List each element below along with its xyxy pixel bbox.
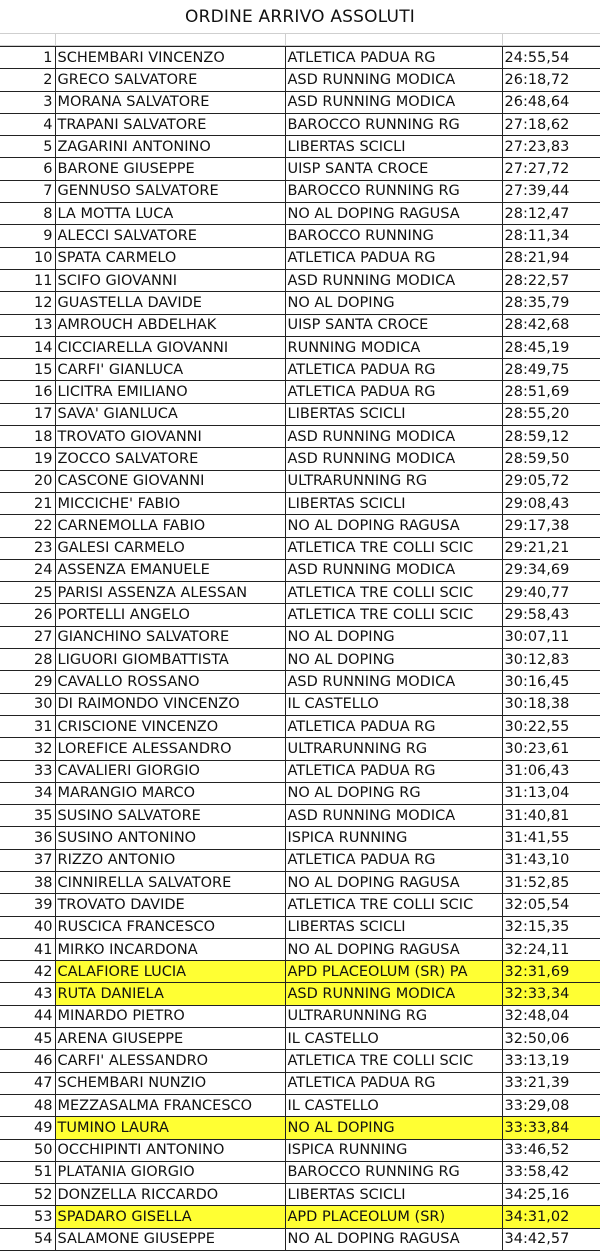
finish-time-cell: 29:17,38 [502,515,600,537]
table-row [0,359,600,381]
athlete-name-cell: LIGUORI GIOMBATTISTA [55,649,285,671]
team-cell: UISP SANTA CROCE [285,158,502,180]
table-row [0,626,600,648]
table-row [0,426,600,448]
finish-time-cell: 32:05,54 [502,894,600,916]
table-row [0,537,600,559]
team-cell: ASD RUNNING MODICA [285,69,502,91]
finish-time-cell: 33:46,52 [502,1139,600,1161]
position-cell: 26 [0,604,55,626]
position-cell: 12 [0,292,55,314]
position-cell: 43 [0,983,55,1005]
team-cell: ASD RUNNING MODICA [285,983,502,1005]
position-cell: 35 [0,805,55,827]
athlete-name-cell: SCHEMBARI VINCENZO [55,47,285,69]
team-cell: ATLETICA PADUA RG [285,47,502,69]
table-row [0,1206,600,1228]
position-cell: 3 [0,91,55,113]
athlete-name-cell: CALAFIORE LUCIA [55,961,285,983]
position-cell: 27 [0,626,55,648]
table-row [0,203,600,225]
table-row [0,1184,600,1206]
athlete-name-cell: CAVALLO ROSSANO [55,671,285,693]
team-cell: ASD RUNNING MODICA [285,448,502,470]
finish-time-cell: 28:45,19 [502,336,600,358]
finish-time-cell: 29:08,43 [502,492,600,514]
table-row [0,1094,600,1116]
table-row [0,693,600,715]
finish-time-cell: 28:22,57 [502,269,600,291]
finish-time-cell: 28:21,94 [502,247,600,269]
athlete-name-cell: TROVATO GIOVANNI [55,426,285,448]
position-cell: 22 [0,515,55,537]
finish-time-cell: 28:42,68 [502,314,600,336]
team-cell: ATLETICA TRE COLLI SCIC [285,1050,502,1072]
finish-time-cell: 32:50,06 [502,1028,600,1050]
position-cell: 18 [0,426,55,448]
results-table [0,46,600,1251]
finish-time-cell: 27:27,72 [502,158,600,180]
position-cell: 36 [0,827,55,849]
position-cell: 19 [0,448,55,470]
team-cell: ULTRARUNNING RG [285,470,502,492]
athlete-name-cell: ALECCI SALVATORE [55,225,285,247]
athlete-name-cell: MORANA SALVATORE [55,91,285,113]
finish-time-cell: 29:05,72 [502,470,600,492]
athlete-name-cell: SPATA CARMELO [55,247,285,269]
team-cell: NO AL DOPING [285,292,502,314]
athlete-name-cell: CICCIARELLA GIOVANNI [55,336,285,358]
team-cell: ULTRARUNNING RG [285,738,502,760]
athlete-name-cell: GALESI CARMELO [55,537,285,559]
finish-time-cell: 28:59,50 [502,448,600,470]
table-row [0,91,600,113]
position-cell: 32 [0,738,55,760]
position-cell: 52 [0,1184,55,1206]
team-cell: ATLETICA PADUA RG [285,381,502,403]
position-cell: 31 [0,715,55,737]
team-cell: ATLETICA PADUA RG [285,1072,502,1094]
position-cell: 30 [0,693,55,715]
table-row [0,760,600,782]
team-cell: LIBERTAS SCICLI [285,136,502,158]
table-row [0,158,600,180]
team-cell: ULTRARUNNING RG [285,1005,502,1027]
position-cell: 37 [0,849,55,871]
finish-time-cell: 27:39,44 [502,180,600,202]
finish-time-cell: 31:13,04 [502,782,600,804]
finish-time-cell: 31:41,55 [502,827,600,849]
table-row [0,938,600,960]
table-row [0,849,600,871]
finish-time-cell: 28:35,79 [502,292,600,314]
position-cell: 25 [0,582,55,604]
position-cell: 34 [0,782,55,804]
position-cell: 9 [0,225,55,247]
table-row [0,582,600,604]
position-cell: 6 [0,158,55,180]
athlete-name-cell: ZOCCO SALVATORE [55,448,285,470]
team-cell: ATLETICA PADUA RG [285,849,502,871]
table-row [0,983,600,1005]
table-row [0,805,600,827]
team-cell: LIBERTAS SCICLI [285,916,502,938]
finish-time-cell: 33:58,42 [502,1161,600,1183]
finish-time-cell: 26:18,72 [502,69,600,91]
table-row [0,715,600,737]
table-row [0,69,600,91]
team-cell: ATLETICA PADUA RG [285,760,502,782]
team-cell: ISPICA RUNNING [285,1139,502,1161]
finish-time-cell: 29:58,43 [502,604,600,626]
athlete-name-cell: PARISI ASSENZA ALESSAN [55,582,285,604]
table-row [0,604,600,626]
position-cell: 49 [0,1117,55,1139]
finish-time-cell: 29:34,69 [502,559,600,581]
position-cell: 33 [0,760,55,782]
team-cell: ATLETICA PADUA RG [285,715,502,737]
table-row [0,1161,600,1183]
table-row [0,470,600,492]
position-cell: 48 [0,1094,55,1116]
athlete-name-cell: TROVATO DAVIDE [55,894,285,916]
table-row [0,492,600,514]
position-cell: 8 [0,203,55,225]
finish-time-cell: 30:23,61 [502,738,600,760]
position-cell: 11 [0,269,55,291]
table-row [0,1228,600,1250]
athlete-name-cell: DI RAIMONDO VINCENZO [55,693,285,715]
athlete-name-cell: MINARDO PIETRO [55,1005,285,1027]
table-row [0,894,600,916]
position-cell: 1 [0,47,55,69]
finish-time-cell: 34:25,16 [502,1184,600,1206]
team-cell: ATLETICA TRE COLLI SCIC [285,894,502,916]
table-row [0,738,600,760]
athlete-name-cell: CINNIRELLA SALVATORE [55,871,285,893]
athlete-name-cell: GIANCHINO SALVATORE [55,626,285,648]
team-cell: IL CASTELLO [285,1094,502,1116]
athlete-name-cell: OCCHIPINTI ANTONINO [55,1139,285,1161]
finish-time-cell: 32:31,69 [502,961,600,983]
team-cell: NO AL DOPING RG [285,782,502,804]
position-cell: 44 [0,1005,55,1027]
table-row [0,403,600,425]
finish-time-cell: 28:51,69 [502,381,600,403]
finish-time-cell: 30:22,55 [502,715,600,737]
table-row [0,916,600,938]
table-row [0,225,600,247]
team-cell: BAROCCO RUNNING RG [285,113,502,135]
finish-time-cell: 24:55,54 [502,47,600,69]
team-cell: ATLETICA TRE COLLI SCIC [285,604,502,626]
athlete-name-cell: LA MOTTA LUCA [55,203,285,225]
athlete-name-cell: MEZZASALMA FRANCESCO [55,1094,285,1116]
position-cell: 5 [0,136,55,158]
table-row [0,1005,600,1027]
position-cell: 16 [0,381,55,403]
team-cell: NO AL DOPING RAGUSA [285,203,502,225]
position-cell: 21 [0,492,55,514]
finish-time-cell: 34:42,57 [502,1228,600,1250]
finish-time-cell: 28:49,75 [502,359,600,381]
finish-time-cell: 28:55,20 [502,403,600,425]
finish-time-cell: 30:18,38 [502,693,600,715]
finish-time-cell: 32:15,35 [502,916,600,938]
position-cell: 40 [0,916,55,938]
team-cell: BAROCCO RUNNING RG [285,180,502,202]
page-title: ORDINE ARRIVO ASSOLUTI [185,7,415,27]
athlete-name-cell: CARNEMOLLA FABIO [55,515,285,537]
team-cell: BAROCCO RUNNING RG [285,1161,502,1183]
athlete-name-cell: RUTA DANIELA [55,983,285,1005]
athlete-name-cell: TRAPANI SALVATORE [55,113,285,135]
finish-time-cell: 33:21,39 [502,1072,600,1094]
position-cell: 2 [0,69,55,91]
team-cell: ASD RUNNING MODICA [285,671,502,693]
table-row [0,649,600,671]
athlete-name-cell: SCHEMBARI NUNZIO [55,1072,285,1094]
table-row [0,314,600,336]
position-cell: 47 [0,1072,55,1094]
position-cell: 42 [0,961,55,983]
position-cell: 4 [0,113,55,135]
team-cell: ASD RUNNING MODICA [285,91,502,113]
athlete-name-cell: CRISCIONE VINCENZO [55,715,285,737]
finish-time-cell: 30:07,11 [502,626,600,648]
finish-time-cell: 32:33,34 [502,983,600,1005]
position-cell: 14 [0,336,55,358]
finish-time-cell: 31:40,81 [502,805,600,827]
position-cell: 29 [0,671,55,693]
finish-time-cell: 29:21,21 [502,537,600,559]
position-cell: 41 [0,938,55,960]
athlete-name-cell: GRECO SALVATORE [55,69,285,91]
table-row [0,1139,600,1161]
table-row [0,136,600,158]
finish-time-cell: 27:23,83 [502,136,600,158]
table-row [0,1072,600,1094]
athlete-name-cell: ASSENZA EMANUELE [55,559,285,581]
position-cell: 53 [0,1206,55,1228]
athlete-name-cell: PLATANIA GIORGIO [55,1161,285,1183]
athlete-name-cell: CASCONE GIOVANNI [55,470,285,492]
table-row [0,113,600,135]
team-cell: ISPICA RUNNING [285,827,502,849]
finish-time-cell: 28:59,12 [502,426,600,448]
team-cell: ATLETICA PADUA RG [285,247,502,269]
table-row [0,47,600,69]
table-row [0,1117,600,1139]
table-row [0,247,600,269]
table-row [0,269,600,291]
athlete-name-cell: CAVALIERI GIORGIO [55,760,285,782]
table-row [0,871,600,893]
table-row [0,1050,600,1072]
table-row [0,1028,600,1050]
team-cell: NO AL DOPING [285,1117,502,1139]
team-cell: RUNNING MODICA [285,336,502,358]
finish-time-cell: 31:52,85 [502,871,600,893]
position-cell: 38 [0,871,55,893]
position-cell: 28 [0,649,55,671]
team-cell: NO AL DOPING [285,649,502,671]
athlete-name-cell: ARENA GIUSEPPE [55,1028,285,1050]
athlete-name-cell: RUSCICA FRANCESCO [55,916,285,938]
team-cell: APD PLACEOLUM (SR) PA [285,961,502,983]
team-cell: LIBERTAS SCICLI [285,1184,502,1206]
athlete-name-cell: SUSINO ANTONINO [55,827,285,849]
finish-time-cell: 30:12,83 [502,649,600,671]
results-table-body [0,47,600,1251]
team-cell: ATLETICA PADUA RG [285,359,502,381]
table-row [0,559,600,581]
finish-time-cell: 33:33,84 [502,1117,600,1139]
position-cell: 45 [0,1028,55,1050]
athlete-name-cell: SPADARO GISELLA [55,1206,285,1228]
team-cell: IL CASTELLO [285,1028,502,1050]
athlete-name-cell: MICCICHE' FABIO [55,492,285,514]
finish-time-cell: 33:13,19 [502,1050,600,1072]
athlete-name-cell: SCIFO GIOVANNI [55,269,285,291]
athlete-name-cell: MIRKO INCARDONA [55,938,285,960]
table-row [0,515,600,537]
finish-time-cell: 31:43,10 [502,849,600,871]
team-cell: ASD RUNNING MODICA [285,805,502,827]
finish-time-cell: 31:06,43 [502,760,600,782]
team-cell: NO AL DOPING RAGUSA [285,1228,502,1250]
team-cell: ATLETICA TRE COLLI SCIC [285,537,502,559]
table-row [0,448,600,470]
team-cell: ASD RUNNING MODICA [285,269,502,291]
team-cell: IL CASTELLO [285,693,502,715]
team-cell: NO AL DOPING RAGUSA [285,871,502,893]
table-row [0,381,600,403]
athlete-name-cell: AMROUCH ABDELHAK [55,314,285,336]
position-cell: 15 [0,359,55,381]
athlete-name-cell: SALAMONE GIUSEPPE [55,1228,285,1250]
team-cell: LIBERTAS SCICLI [285,403,502,425]
position-cell: 20 [0,470,55,492]
team-cell: LIBERTAS SCICLI [285,492,502,514]
position-cell: 23 [0,537,55,559]
finish-time-cell: 28:11,34 [502,225,600,247]
position-cell: 10 [0,247,55,269]
athlete-name-cell: SAVA' GIANLUCA [55,403,285,425]
athlete-name-cell: MARANGIO MARCO [55,782,285,804]
finish-time-cell: 34:31,02 [502,1206,600,1228]
athlete-name-cell: SUSINO SALVATORE [55,805,285,827]
team-cell: NO AL DOPING RAGUSA [285,938,502,960]
team-cell: APD PLACEOLUM (SR) [285,1206,502,1228]
athlete-name-cell: RIZZO ANTONIO [55,849,285,871]
athlete-name-cell: GUASTELLA DAVIDE [55,292,285,314]
position-cell: 51 [0,1161,55,1183]
team-cell: ASD RUNNING MODICA [285,559,502,581]
team-cell: NO AL DOPING [285,626,502,648]
finish-time-cell: 28:12,47 [502,203,600,225]
team-cell: ASD RUNNING MODICA [285,426,502,448]
team-cell: UISP SANTA CROCE [285,314,502,336]
athlete-name-cell: LOREFICE ALESSANDRO [55,738,285,760]
table-row [0,782,600,804]
finish-time-cell: 32:48,04 [502,1005,600,1027]
finish-time-cell: 26:48,64 [502,91,600,113]
position-cell: 54 [0,1228,55,1250]
athlete-name-cell: BARONE GIUSEPPE [55,158,285,180]
spreadsheet-header-row [0,33,600,46]
finish-time-cell: 27:18,62 [502,113,600,135]
table-row [0,336,600,358]
athlete-name-cell: PORTELLI ANGELO [55,604,285,626]
table-row [0,961,600,983]
position-cell: 13 [0,314,55,336]
finish-time-cell: 33:29,08 [502,1094,600,1116]
athlete-name-cell: CARFI' ALESSANDRO [55,1050,285,1072]
table-row [0,827,600,849]
position-cell: 17 [0,403,55,425]
athlete-name-cell: DONZELLA RICCARDO [55,1184,285,1206]
athlete-name-cell: ZAGARINI ANTONINO [55,136,285,158]
athlete-name-cell: GENNUSO SALVATORE [55,180,285,202]
team-cell: BAROCCO RUNNING [285,225,502,247]
position-cell: 7 [0,180,55,202]
table-row [0,292,600,314]
position-cell: 50 [0,1139,55,1161]
finish-time-cell: 32:24,11 [502,938,600,960]
athlete-name-cell: TUMINO LAURA [55,1117,285,1139]
position-cell: 46 [0,1050,55,1072]
finish-time-cell: 29:40,77 [502,582,600,604]
position-cell: 24 [0,559,55,581]
table-row [0,671,600,693]
finish-time-cell: 30:16,45 [502,671,600,693]
athlete-name-cell: CARFI' GIANLUCA [55,359,285,381]
table-row [0,180,600,202]
team-cell: ATLETICA TRE COLLI SCIC [285,582,502,604]
athlete-name-cell: LICITRA EMILIANO [55,381,285,403]
position-cell: 39 [0,894,55,916]
team-cell: NO AL DOPING RAGUSA [285,515,502,537]
